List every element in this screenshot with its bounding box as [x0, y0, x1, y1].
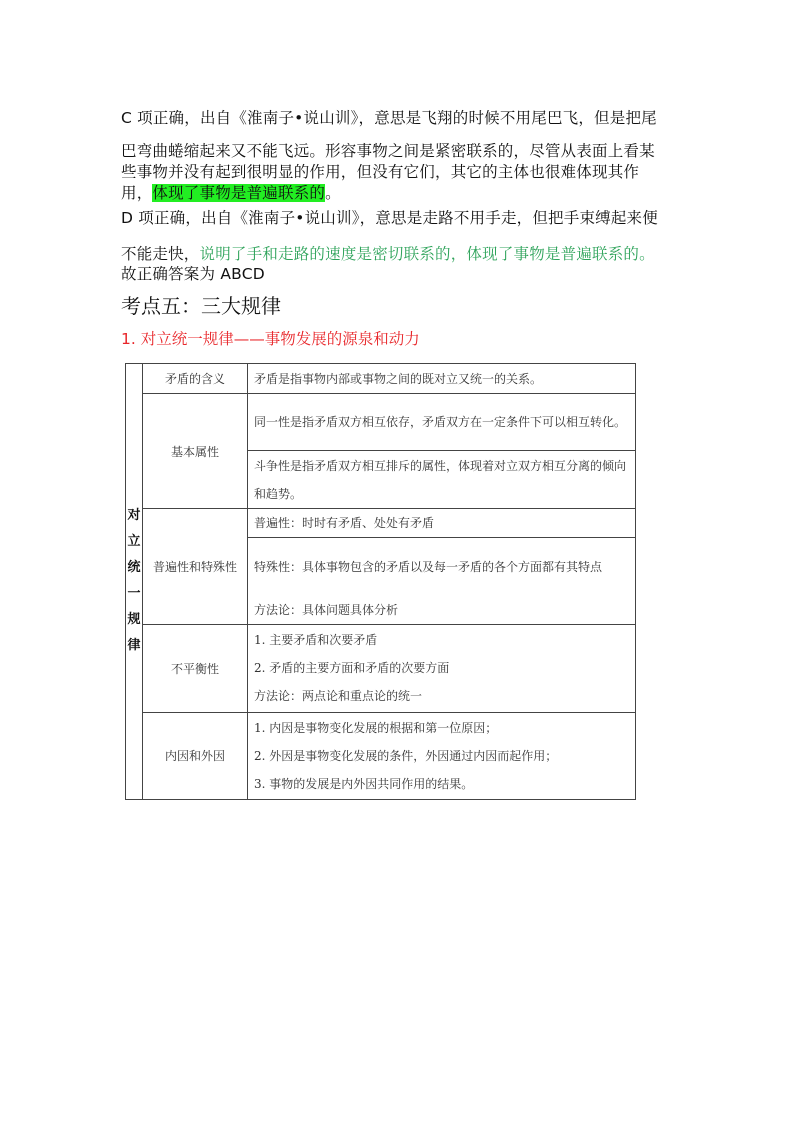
row-label: 不平衡性 — [143, 624, 248, 712]
paragraph-c-line: 巴弯曲蜷缩起来又不能飞远。形容事物之间是紧密联系的，尽管从表面上看某 — [121, 142, 655, 160]
subheading: 1. 对立统一规律——事物发展的源泉和动力 — [121, 330, 420, 348]
green-text: 说明了手和走路的速度是密切联系的，体现了事物是普遍联系的。 — [199, 245, 655, 263]
side-char: 规 — [127, 612, 141, 628]
paragraph-d-line: D 项正确，出自《淮南子•说山训》，意思是走路不用手走，但把手束缚起来便 — [121, 209, 658, 227]
row-label: 普遍性和特殊性 — [143, 509, 248, 625]
content-line: 方法论：两点论和重点论的统一 — [254, 689, 423, 703]
highlighted-text: 体现了事物是普遍联系的 — [152, 184, 326, 202]
row-label: 内因和外因 — [143, 712, 248, 799]
row-content — [248, 712, 636, 799]
row-content: 普遍性：时时有矛盾、处处有矛盾 — [248, 509, 636, 538]
text: 。 — [325, 184, 341, 202]
side-char: 对 — [127, 508, 141, 524]
content-line: 1. 主要矛盾和次要矛盾 — [254, 633, 378, 647]
row-content: 矛盾是指事物内部或事物之间的既对立又统一的关系。 — [248, 364, 636, 394]
content-line: 2. 矛盾的主要方面和矛盾的次要方面 — [254, 661, 450, 675]
contradiction-table — [125, 363, 636, 800]
row-label: 矛盾的含义 — [143, 364, 248, 394]
row-content — [248, 624, 636, 712]
row-label: 基本属性 — [143, 394, 248, 509]
section-heading: 考点五：三大规律 — [121, 294, 281, 318]
row-content: 特殊性：具体事物包含的矛盾以及每一矛盾的各个方面都有其特点 — [248, 538, 636, 596]
side-label — [126, 364, 143, 800]
content-line: 3. 事物的发展是内外因共同作用的结果。 — [254, 776, 474, 791]
side-char: 律 — [127, 638, 141, 654]
text: 不能走快， — [121, 245, 200, 263]
row-content: 方法论：具体问题具体分析 — [248, 596, 636, 625]
content-line: 2. 外因是事物变化发展的条件，外因通过内因而起作用； — [254, 748, 558, 763]
paragraph-d-line — [121, 242, 655, 264]
answer-line: 故正确答案为 ABCD — [121, 265, 265, 283]
side-char: 一 — [127, 586, 141, 602]
paragraph-c-line — [121, 181, 341, 203]
side-char: 立 — [127, 534, 141, 550]
row-content: 斗争性是指矛盾双方相互排斥的属性，体现着对立双方相互分离的倾向和趋势。 — [248, 451, 636, 509]
paragraph-c-line: 些事物并没有起到很明显的作用，但没有它们，其它的主体也很难体现其作 — [121, 163, 640, 181]
row-content: 同一性是指矛盾双方相互依存，矛盾双方在一定条件下可以相互转化。 — [248, 394, 636, 451]
content-line: 1. 内因是事物变化发展的根据和第一位原因； — [254, 720, 498, 735]
side-char: 统 — [127, 560, 141, 576]
text: 用， — [121, 184, 153, 202]
paragraph-c-line: C 项正确，出自《淮南子•说山训》，意思是飞翔的时候不用尾巴飞，但是把尾 — [121, 109, 657, 127]
